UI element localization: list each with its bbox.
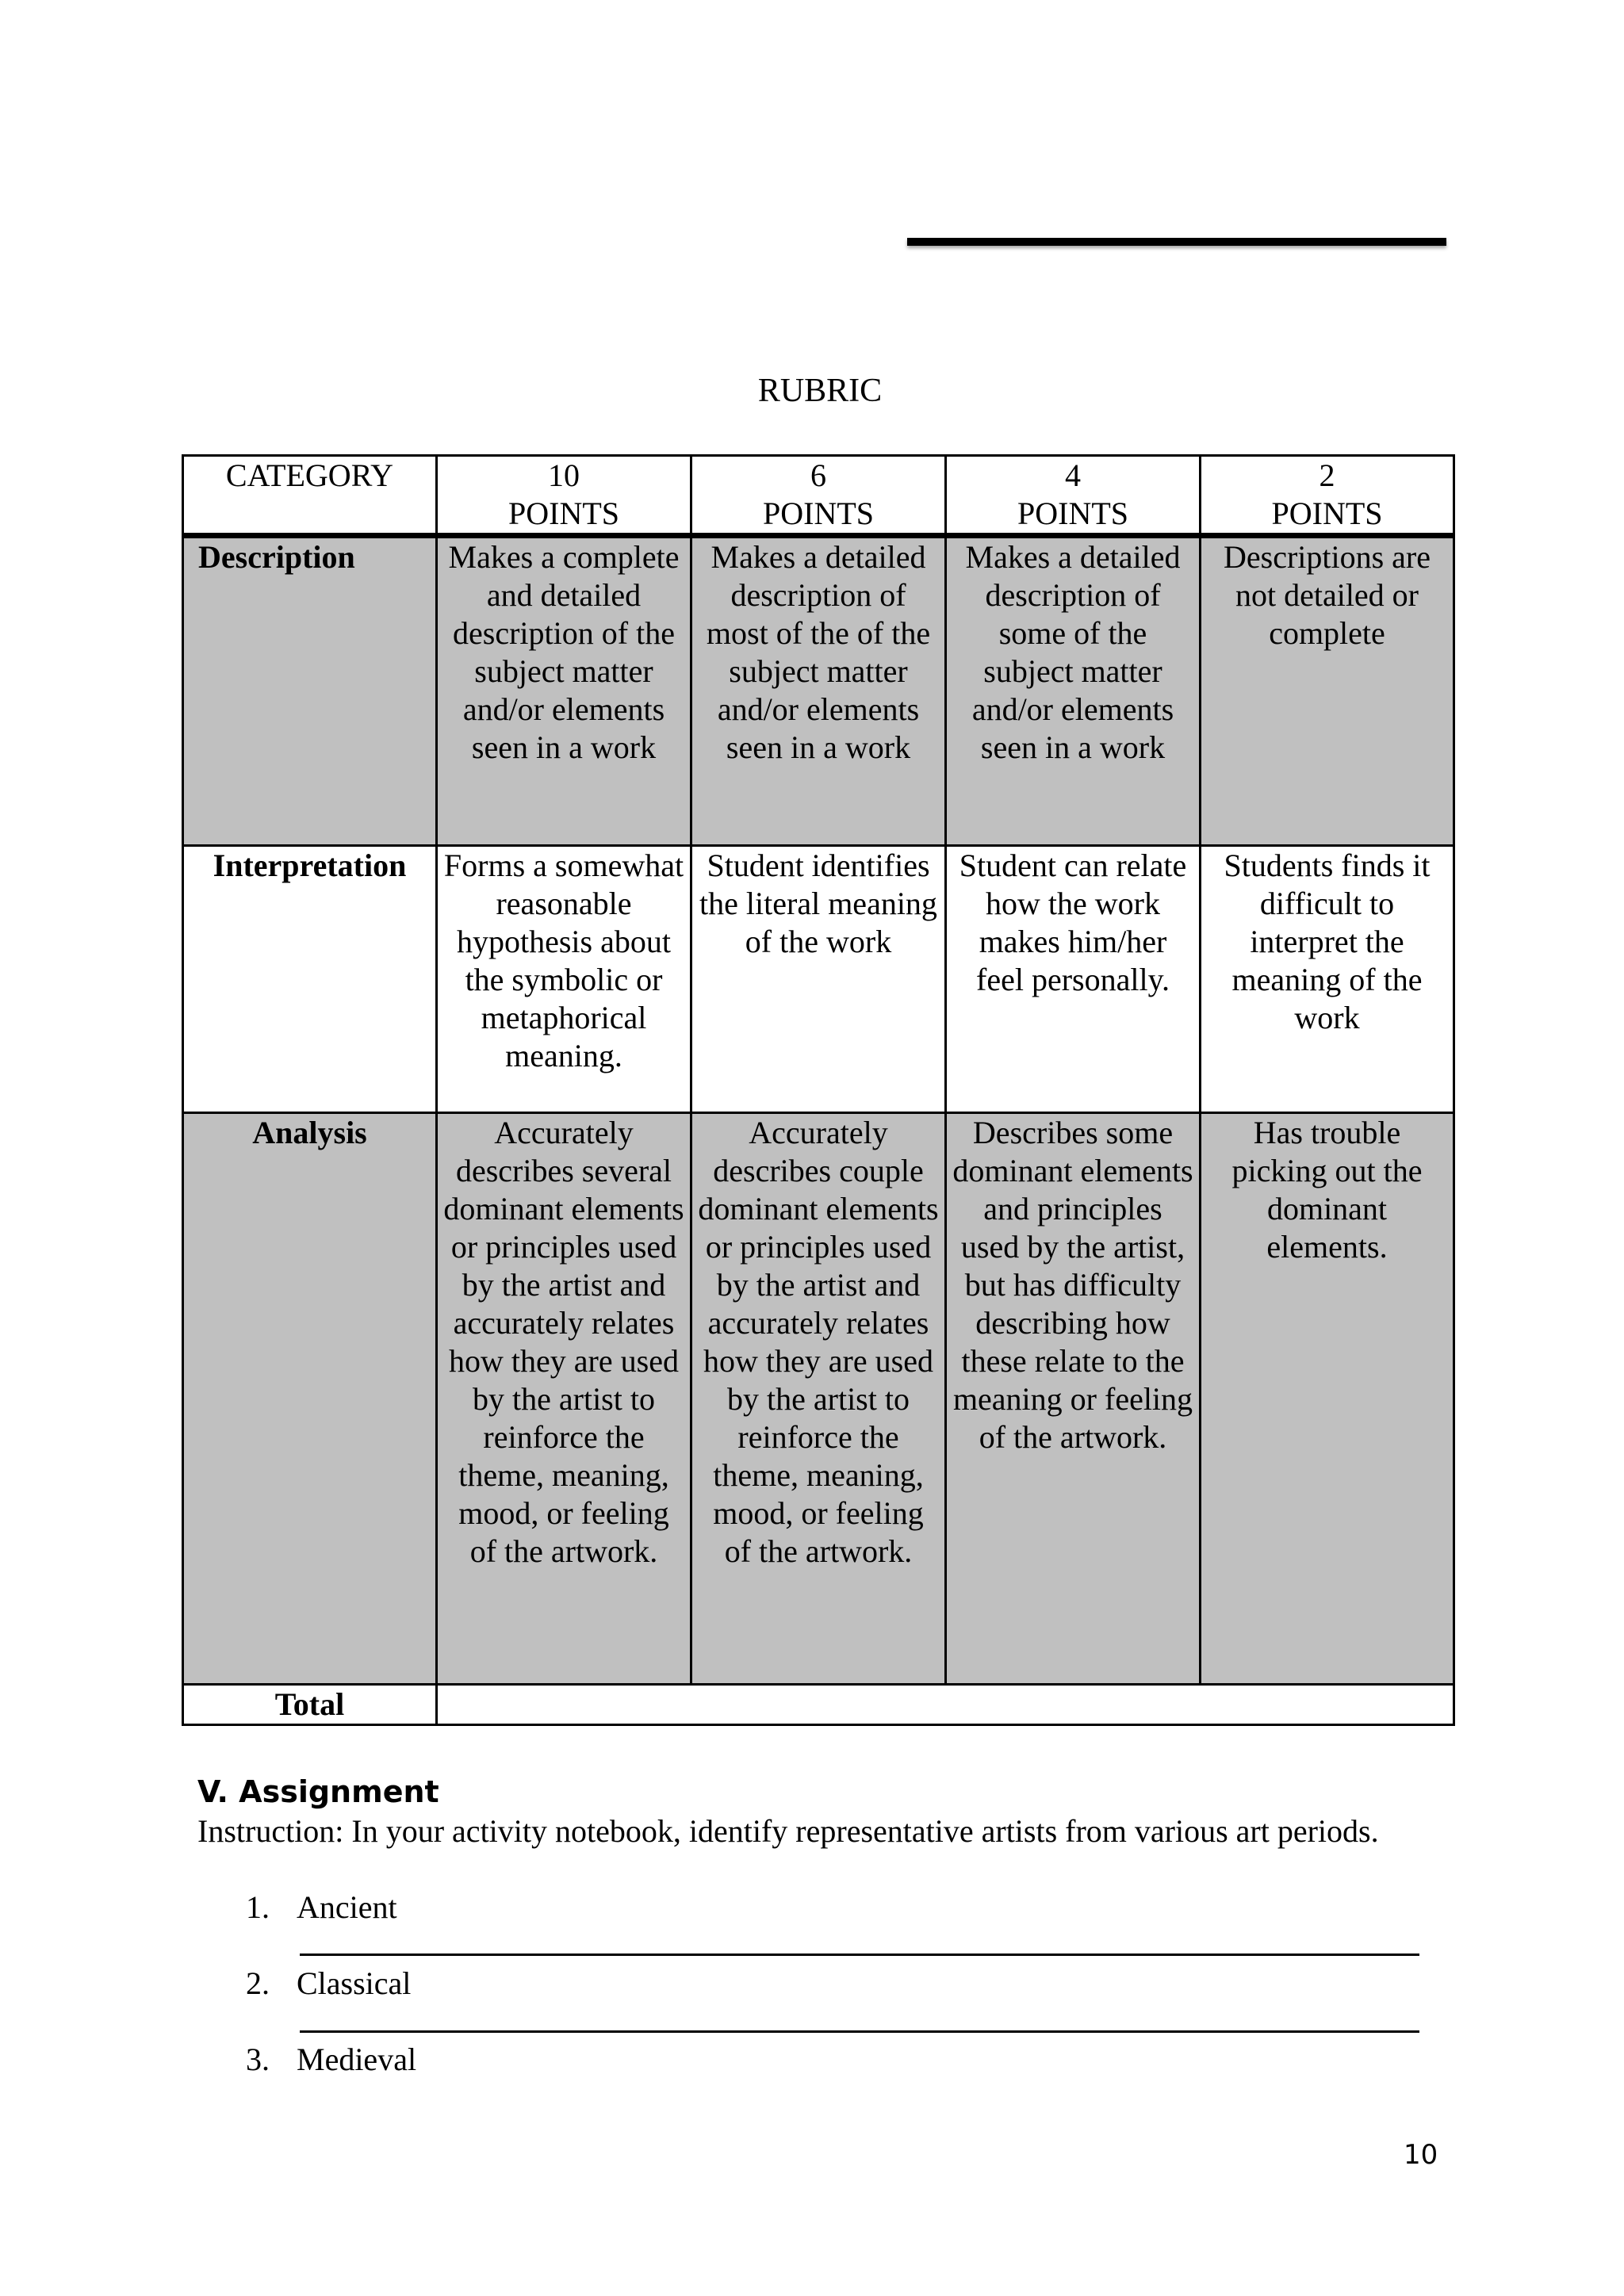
cell-interpretation-2: Students finds it difficult to interpret the meaning of the work — [1201, 846, 1454, 1113]
header-4-points — [946, 456, 1201, 536]
list-item — [246, 1888, 397, 1927]
assignment-heading: V. Assignment — [197, 1774, 439, 1809]
cell-description-4: Makes a detailed description of some of the subject matter and/or elements seen in a work — [946, 536, 1201, 846]
header-2-unit: POINTS — [1271, 496, 1383, 531]
category-interpretation: Interpretation — [183, 846, 437, 1113]
list-item — [246, 1965, 411, 2003]
answer-line — [300, 2030, 1419, 2033]
header-6-unit: POINTS — [762, 496, 875, 531]
header-10-value: 10 — [548, 457, 580, 493]
category-analysis: Analysis — [183, 1113, 437, 1685]
table-row-description — [183, 536, 1454, 846]
table-row-interpretation — [183, 846, 1454, 1113]
cell-interpretation-4: Student can relate how the work makes him/her feel personally. — [946, 846, 1201, 1113]
cell-analysis-4: Describes some dominant elements and principles used by the artist, but has difficulty describing how these relate to the meaning or feeling of the artwork. — [946, 1113, 1201, 1685]
cell-interpretation-6: Student identifies the literal meaning of the work — [691, 846, 946, 1113]
category-description: Description — [183, 536, 437, 846]
answer-line — [300, 1954, 1419, 1956]
rubric-table — [182, 454, 1455, 1726]
list-item — [246, 2041, 416, 2079]
header-rule — [907, 238, 1446, 246]
list-item-label: Classical — [297, 1965, 412, 2001]
assignment-instruction: Instruction: In your activity notebook, identify representative artists from various art periods. — [197, 1813, 1379, 1849]
table-row-total — [183, 1685, 1454, 1725]
list-item-label: Ancient — [297, 1889, 397, 1925]
header-2-points — [1201, 456, 1454, 536]
page-number: 10 — [1404, 2139, 1438, 2171]
cell-description-6: Makes a detailed description of most of the of the subject matter and/or elements seen in a work — [691, 536, 946, 846]
header-6-points — [691, 456, 946, 536]
cell-analysis-10: Accurately describes several dominant elements or principles used by the artist and accurately relates how they are used by the artist to reinforce the theme, meaning, mood, or feeling of the artwork. — [437, 1113, 691, 1685]
list-item-number: 1. — [246, 1889, 270, 1925]
header-category: CATEGORY — [183, 456, 437, 536]
rubric-header-row — [183, 456, 1454, 536]
cell-description-10: Makes a complete and detailed description of the subject matter and/or elements seen in a work — [437, 536, 691, 846]
total-label: Total — [183, 1685, 437, 1725]
list-item-number: 3. — [246, 2042, 270, 2077]
header-4-value: 4 — [1065, 457, 1081, 493]
rubric-title: RUBRIC — [757, 373, 883, 409]
header-2-value: 2 — [1319, 457, 1335, 493]
header-6-value: 6 — [810, 457, 826, 493]
list-item-label: Medieval — [297, 2042, 417, 2077]
header-4-unit: POINTS — [1017, 496, 1129, 531]
cell-interpretation-10: Forms a somewhat reasonable hypothesis about the symbolic or metaphorical meaning. — [437, 846, 691, 1113]
table-row-analysis — [183, 1113, 1454, 1685]
header-10-unit: POINTS — [508, 496, 620, 531]
header-10-points — [437, 456, 691, 536]
cell-analysis-2: Has trouble picking out the dominant elements. — [1201, 1113, 1454, 1685]
cell-analysis-6: Accurately describes couple dominant elements or principles used by the artist and accurately relates how they are used by the artist to reinforce the theme, meaning, mood, or feeling of the artwork. — [691, 1113, 946, 1685]
cell-description-2: Descriptions are not detailed or complete — [1201, 536, 1454, 846]
list-item-number: 2. — [246, 1965, 270, 2001]
total-value-cell — [437, 1685, 1454, 1725]
